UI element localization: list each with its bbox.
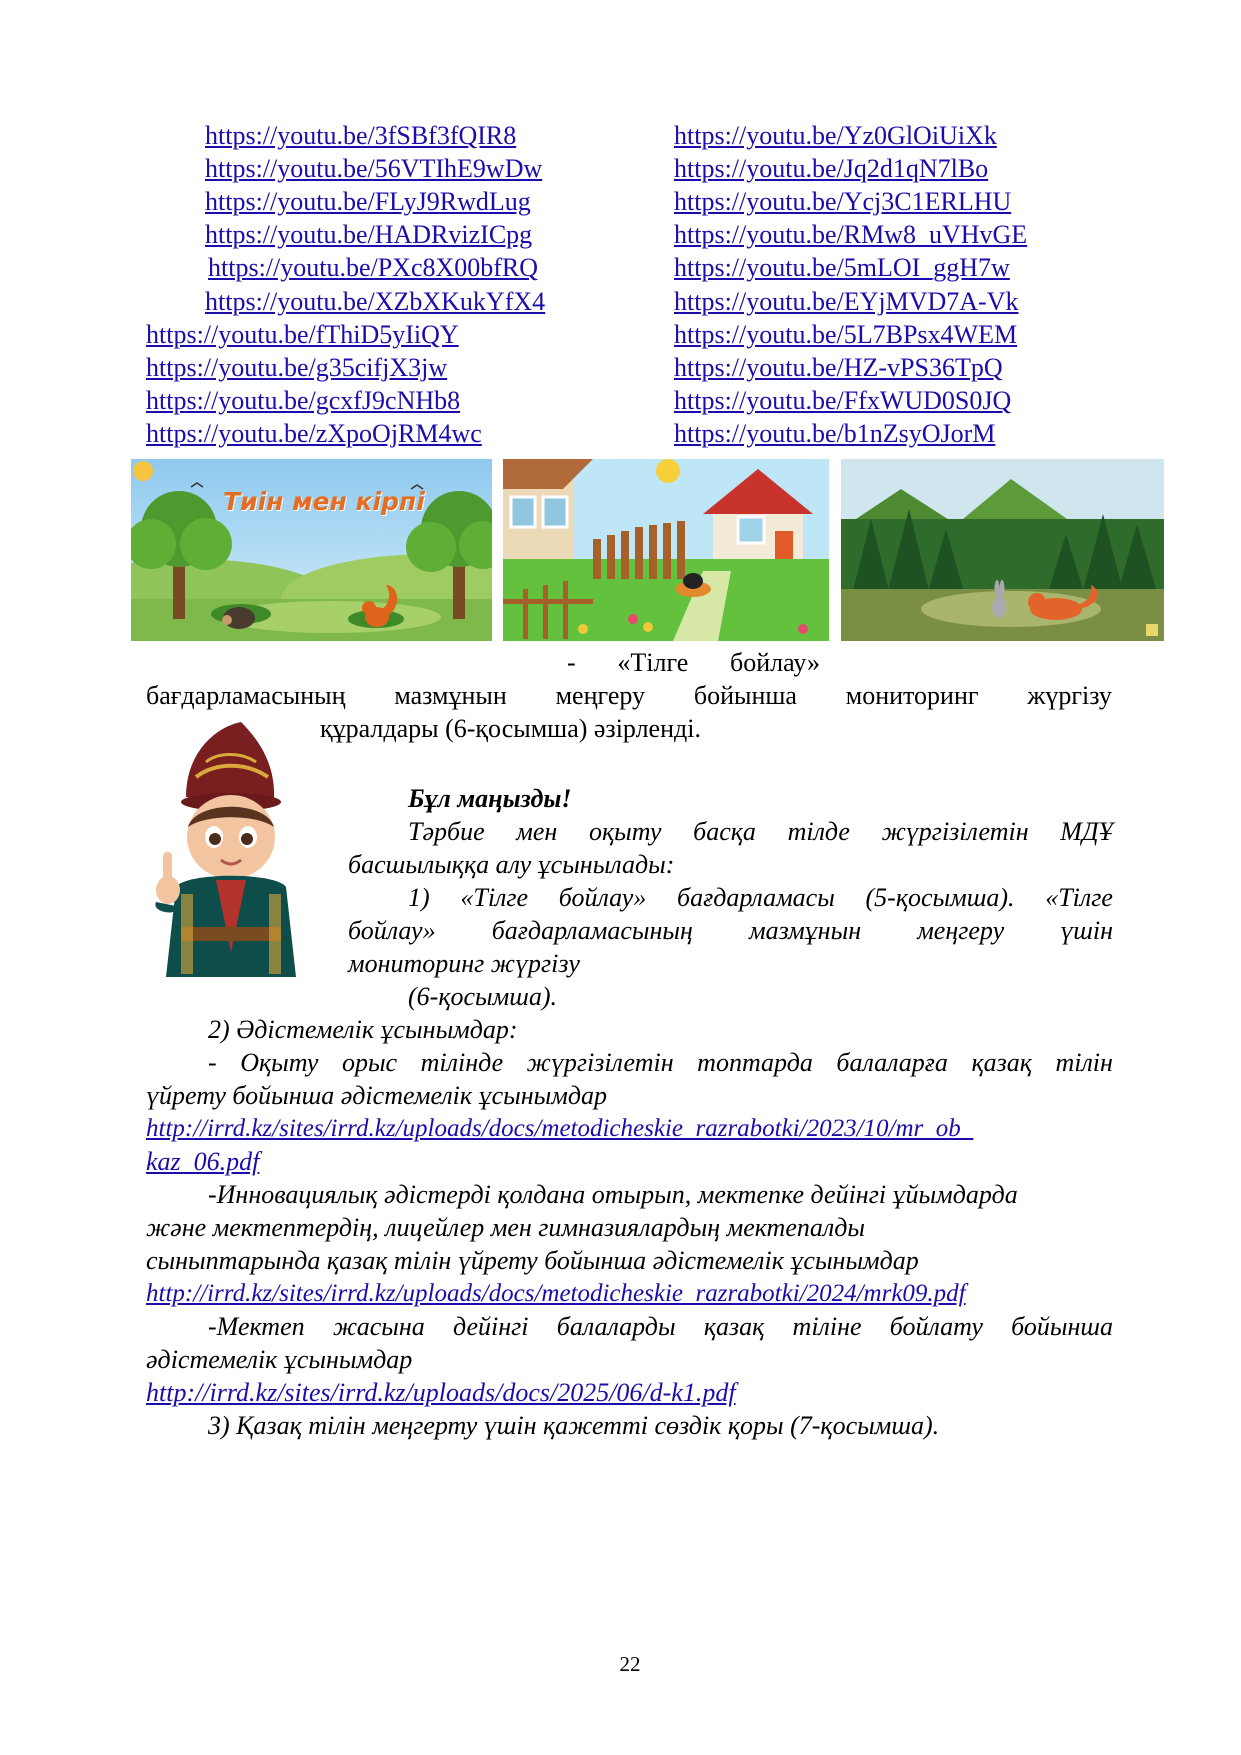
video-link[interactable]: https://youtu.be/RMw8_uVHvGE [674, 220, 1028, 249]
important-item1-line1 [408, 881, 1113, 914]
video-link[interactable]: https://youtu.be/PXc8X00bfRQ [208, 253, 539, 282]
important-item1-line4: (6-қосымша). [408, 982, 558, 1011]
boy-character-figure [146, 722, 314, 992]
text-word: бағдарламасының [491, 916, 693, 945]
video-link[interactable]: https://youtu.be/XZbXKukYfX4 [205, 287, 546, 316]
text-word: топтарда [697, 1048, 813, 1077]
caption-word: меңгеру [555, 681, 646, 710]
video-link[interactable]: https://youtu.be/g35cifjX3jw [146, 353, 448, 382]
video-link[interactable]: https://youtu.be/fThiD5yIiQY [146, 320, 459, 349]
text-word: меңгеру [917, 916, 1005, 945]
video-link[interactable]: https://youtu.be/5mLOI_ggH7w [674, 253, 1010, 282]
important-p1-line1 [408, 815, 1113, 848]
item2-r2-line3: сыныптарында қазақ тілін үйрету бойынша әдістемелік ұсынымдар [146, 1246, 919, 1275]
important-heading: Бұл маңызды! [408, 784, 572, 813]
text-word: бойлату [889, 1312, 983, 1341]
video-link[interactable]: https://youtu.be/Ycj3C1ERLHU [674, 187, 1012, 216]
text-word: үшін [1060, 916, 1113, 945]
caption-word: мазмұнын [394, 681, 507, 710]
text-word: дейінгі [453, 1312, 529, 1341]
item2-heading: 2) Әдістемелік ұсынымдар: [208, 1015, 518, 1044]
text-word: жүргізілетін [881, 817, 1029, 846]
item2-r3-line2: әдістемелік ұсынымдар [146, 1345, 413, 1374]
recommendations-link-2024[interactable]: http://irrd.kz/sites/irrd.kz/uploads/docs/metodicheskie_razrabotki/2024/mrk09.pdf [146, 1280, 966, 1307]
illustration-title: Тиін мен кірпі [223, 487, 425, 516]
important-item1-line3: мониторинг жүргізу [348, 949, 580, 978]
video-link[interactable]: https://youtu.be/FLyJ9RwdLug [205, 187, 531, 216]
recommendations-link-2023-continued[interactable]: kaz_06.pdf [146, 1147, 260, 1176]
video-link[interactable]: https://youtu.be/gcxfJ9cNHb8 [146, 386, 461, 415]
illustration-squirrel-hedgehog [131, 459, 492, 641]
text-word: жасына [332, 1312, 425, 1341]
text-word: қазақ [703, 1312, 765, 1341]
item2-r1-line1 [208, 1046, 1113, 1079]
recommendations-link-2023[interactable]: http://irrd.kz/sites/irrd.kz/uploads/docs/metodicheskie_razrabotki/2023/10/mr_ob_ [146, 1115, 974, 1142]
caption-word: бойлау» [730, 648, 820, 677]
text-word: жүргізілетін [526, 1048, 674, 1077]
caption-word: мониторинг [845, 681, 979, 710]
item3-vocabulary: 3) Қазақ тілін меңгерту үшін қажетті сөздік қоры (7-қосымша). [208, 1411, 940, 1440]
video-link[interactable]: https://youtu.be/Yz0GlOiUiXk [674, 121, 997, 150]
page-number: 22 [619, 1652, 641, 1676]
text-word: мазмұнын [749, 916, 862, 945]
text-word: мен [516, 817, 558, 846]
text-word: балаларға [836, 1048, 948, 1077]
video-link[interactable]: https://youtu.be/FfxWUD0S0JQ [674, 386, 1012, 415]
text-word: қазақ [971, 1048, 1032, 1077]
text-word: балаларды [556, 1312, 676, 1341]
text-word: «Тілге [460, 883, 529, 912]
caption-word: - [567, 648, 576, 677]
text-word: -Мектеп [208, 1312, 305, 1341]
video-link[interactable]: https://youtu.be/56VTIhE9wDw [205, 154, 543, 183]
caption-line-2 [146, 679, 1112, 712]
caption-word: бағдарламасының [146, 681, 346, 710]
video-link[interactable]: https://youtu.be/3fSBf3fQIR8 [205, 121, 517, 150]
text-word: орыс [341, 1048, 398, 1077]
video-link[interactable]: https://youtu.be/EYjMVD7A-Vk [674, 287, 1019, 316]
text-word: бойынша [1011, 1312, 1113, 1341]
text-word: 1) [408, 883, 430, 912]
text-word: Тәрбие [408, 817, 485, 846]
text-word: бойлау» [558, 883, 647, 912]
text-word: тілінде [420, 1048, 504, 1077]
video-link[interactable]: https://youtu.be/HADRvizICpg [205, 220, 533, 249]
important-p1-line2: басшылыққа алу ұсынылады: [348, 850, 675, 879]
text-word: (5-қосымша). [865, 883, 1015, 912]
house-garden-scene [503, 459, 829, 641]
recommendations-link-2025[interactable]: http://irrd.kz/sites/irrd.kz/uploads/docs/2025/06/d-k1.pdf [146, 1378, 736, 1407]
caption-word: жүргізу [1027, 681, 1112, 710]
boy-character-illustration [146, 722, 314, 992]
text-word: бағдарламасы [677, 883, 835, 912]
item2-r1-line2: үйрету бойынша әдістемелік ұсынымдар [146, 1081, 607, 1110]
important-item1-line2 [348, 914, 1113, 947]
text-word: оқыту [589, 817, 662, 846]
text-word: тіліне [792, 1312, 862, 1341]
illustration-forest-fox [841, 459, 1164, 641]
text-word: тілде [787, 817, 850, 846]
caption-word: «Тілге [617, 648, 689, 677]
illustration-house-garden [503, 459, 829, 641]
video-link[interactable]: https://youtu.be/zXpoOjRM4wc [146, 419, 482, 448]
item2-r2-line2: және мектептердің, лицейлер мен гимназиялардың мектепалды [146, 1213, 865, 1242]
video-link[interactable]: https://youtu.be/5L7BPsx4WEM [674, 320, 1018, 349]
video-link[interactable]: https://youtu.be/HZ-vPS36TpQ [674, 353, 1003, 382]
text-word: басқа [693, 817, 756, 846]
video-link[interactable]: https://youtu.be/Jq2d1qN7lBo [674, 154, 989, 183]
item2-r2-line1: -Инновациялық әдістерді қолдана отырып, мектепке дейінгі ұйымдарда [208, 1180, 1018, 1209]
caption-word: бойынша [693, 681, 797, 710]
text-word: МДҰ [1060, 817, 1113, 846]
caption-line-3: құралдары (6-қосымша) әзірленді. [320, 714, 701, 743]
forest-fox-scene [841, 459, 1164, 641]
video-link[interactable]: https://youtu.be/b1nZsyOJorM [674, 419, 996, 448]
text-word: тілін [1055, 1048, 1113, 1077]
text-word: «Тілге [1045, 883, 1113, 912]
item2-r3-line1 [208, 1310, 1113, 1343]
text-word: бойлау» [348, 916, 436, 945]
caption-line-1 [567, 646, 820, 679]
text-word: - [208, 1048, 217, 1077]
text-word: Оқыту [240, 1048, 319, 1077]
